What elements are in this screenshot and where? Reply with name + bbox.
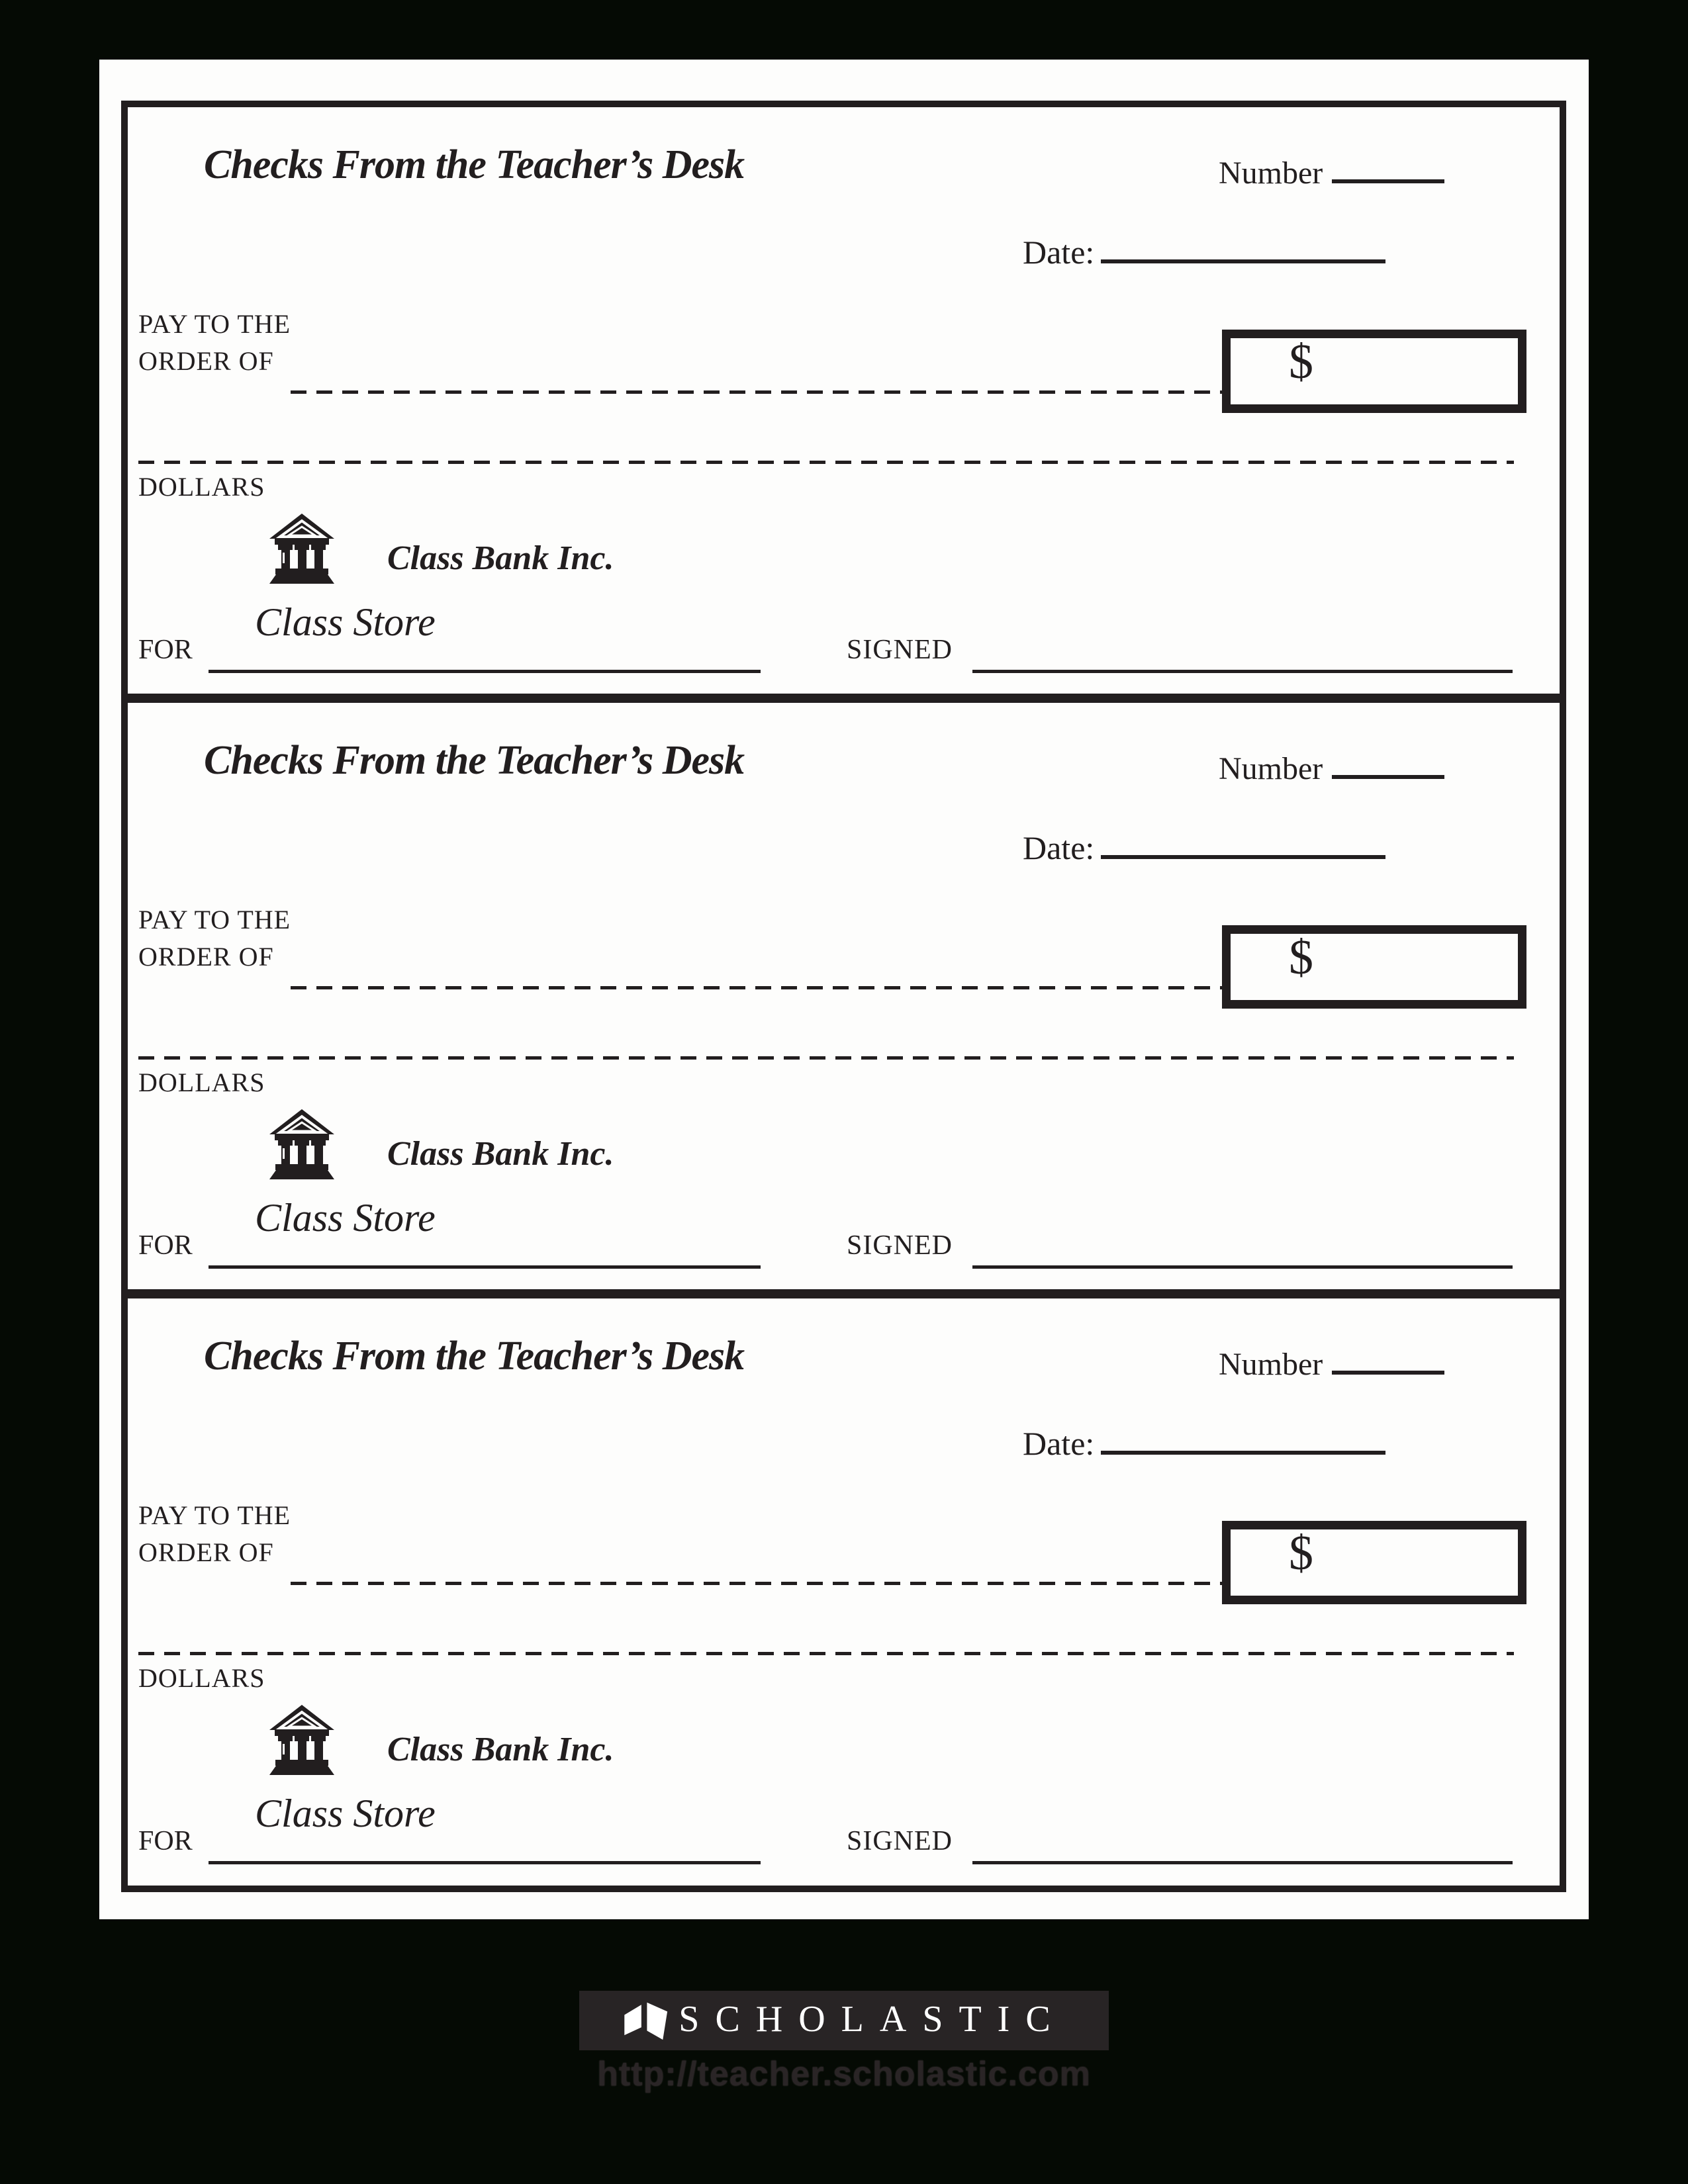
date-blank-line [1101, 831, 1385, 859]
for-prefilled-value: Class Store [255, 1196, 436, 1240]
for-prefilled-value: Class Store [255, 1792, 436, 1835]
for-prefilled-value: Class Store [255, 600, 436, 644]
dollars-label: DOLLARS [138, 1663, 265, 1693]
for-label: FOR [138, 635, 193, 665]
check-form-2 [128, 703, 1560, 1298]
dollars-label: DOLLARS [138, 472, 265, 502]
bank-name: Class Bank Inc. [387, 1135, 614, 1173]
for-blank-line [209, 670, 761, 673]
check-number-field [1219, 751, 1444, 787]
date-field [1023, 829, 1385, 867]
for-blank-line [209, 1861, 761, 1864]
amount-box [1222, 1521, 1526, 1604]
amount-box [1222, 925, 1526, 1009]
amount-words-blank-line [138, 1652, 1514, 1655]
for-label: FOR [138, 1230, 193, 1261]
date-label: Date: [1023, 829, 1095, 866]
payee-blank-line [291, 1582, 1222, 1585]
check-title: Checks From the Teacher’s Desk [204, 142, 745, 187]
check-title: Checks From the Teacher’s Desk [204, 738, 745, 783]
signed-label: SIGNED [847, 1826, 953, 1856]
check-form-1 [128, 107, 1560, 703]
signed-blank-line [972, 1265, 1513, 1269]
check-number-field [1219, 1346, 1444, 1383]
dollar-sign: $ [1289, 335, 1313, 389]
bank-building-icon [267, 1702, 337, 1776]
number-blank-line [1332, 1348, 1444, 1375]
amount-words-blank-line [138, 1056, 1514, 1060]
scholastic-logo-bar [579, 1991, 1109, 2050]
amount-words-blank-line [138, 461, 1514, 464]
pay-to-the-order-of-label: PAY TO THE ORDER OF [138, 1500, 291, 1567]
payee-blank-line [291, 390, 1222, 394]
printable-page [99, 60, 1589, 1919]
dollars-label: DOLLARS [138, 1068, 265, 1097]
number-label: Number [1219, 156, 1323, 191]
number-blank-line [1332, 752, 1444, 779]
signed-blank-line [972, 1861, 1513, 1864]
date-label: Date: [1023, 234, 1095, 271]
date-field [1023, 1424, 1385, 1463]
pay-to-the-order-of-label: PAY TO THE ORDER OF [138, 309, 291, 376]
bank-name: Class Bank Inc. [387, 1731, 614, 1768]
for-blank-line [209, 1265, 761, 1269]
check-form-3 [128, 1298, 1560, 1885]
check-title: Checks From the Teacher’s Desk [204, 1334, 745, 1379]
number-label: Number [1219, 751, 1323, 786]
dollar-sign: $ [1289, 1526, 1313, 1580]
pay-to-the-order-of-label: PAY TO THE ORDER OF [138, 905, 291, 972]
scholastic-url: http://teacher.scholastic.com [597, 2055, 1091, 2093]
check-stack-border [121, 101, 1566, 1892]
amount-box [1222, 330, 1526, 413]
number-blank-line [1332, 157, 1444, 183]
bank-building-icon [267, 511, 337, 585]
date-blank-line [1101, 236, 1385, 263]
bank-name: Class Bank Inc. [387, 539, 614, 577]
open-book-icon [622, 2001, 668, 2040]
check-number-field [1219, 155, 1444, 191]
bank-building-icon [267, 1107, 337, 1181]
date-label: Date: [1023, 1425, 1095, 1462]
payee-blank-line [291, 986, 1222, 989]
signed-label: SIGNED [847, 1230, 953, 1261]
scholastic-brand-text: SCHOLASTIC [679, 1999, 1066, 2040]
for-label: FOR [138, 1826, 193, 1856]
dollar-sign: $ [1289, 931, 1313, 985]
signed-label: SIGNED [847, 635, 953, 665]
number-label: Number [1219, 1347, 1323, 1382]
signed-blank-line [972, 670, 1513, 673]
date-blank-line [1101, 1427, 1385, 1455]
date-field [1023, 233, 1385, 271]
